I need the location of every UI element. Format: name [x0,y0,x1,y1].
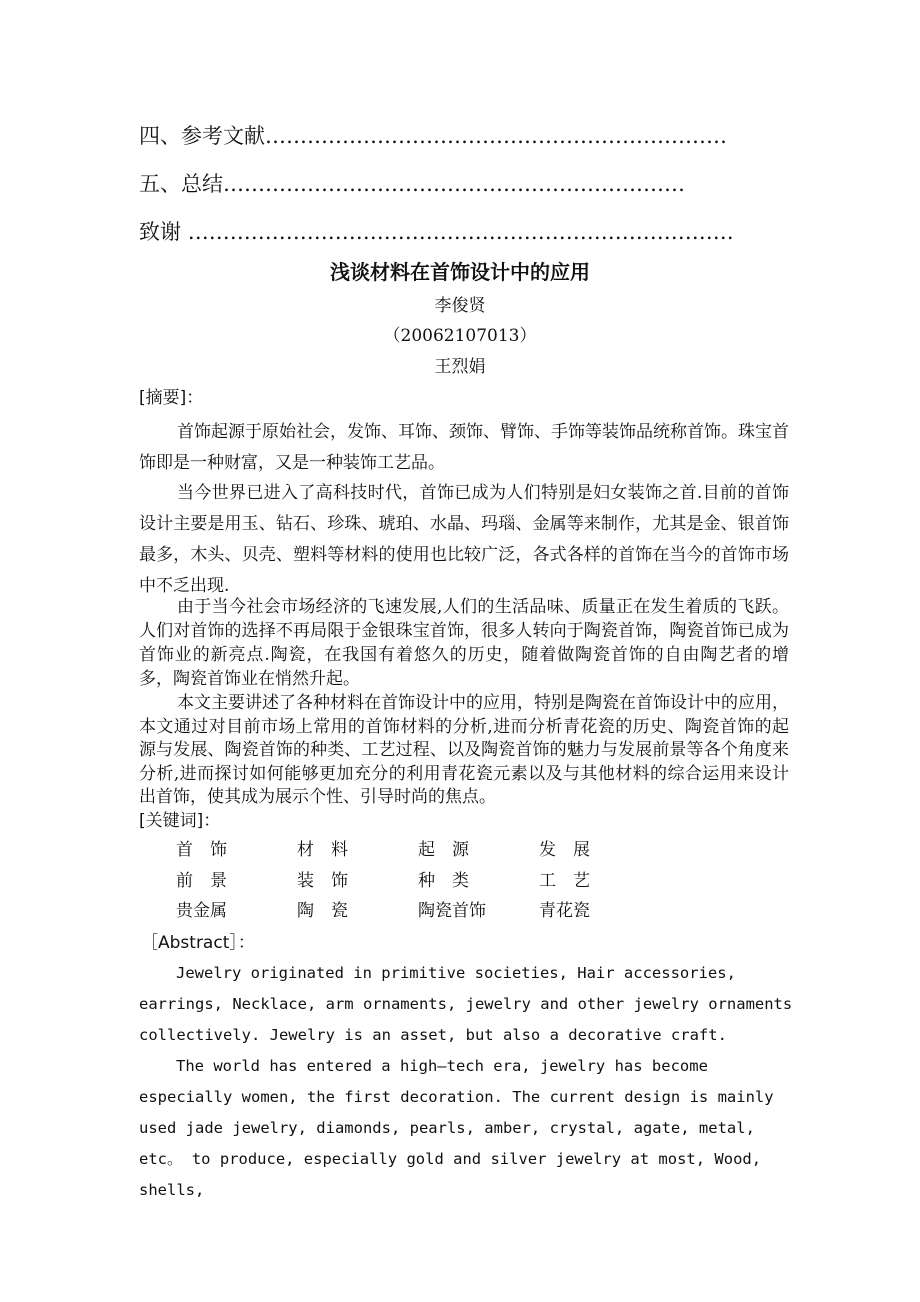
author-name: 李俊贤 [434,296,486,316]
keywords-label: [关键词]： [139,811,221,831]
keyword: 发 展 [539,840,590,860]
toc-leader: ………………………………………………………… [265,124,727,148]
keyword: 贵金属 [176,901,227,921]
keyword: 工 艺 [539,871,590,891]
toc-entry-summary[interactable] [139,169,685,199]
keywords-row [176,898,660,924]
keywords-row [176,837,660,863]
abstract-label: [摘要]： [139,388,204,408]
toc-leader: …………………………………………………………………… [187,220,734,244]
abstract-en-label: ［Abstract］： [141,933,255,953]
toc-label: 四、参考文献 [139,124,265,148]
abstract-paragraph: 首饰起源于原始社会，发饰、耳饰、颈饰、臂饰、手饰等装饰品统称首饰。珠宝首饰即是一种财富，又是一种装饰工艺品。 [139,422,789,473]
keyword: 首 饰 [176,840,227,860]
keywords-row [176,868,660,894]
keyword: 前 景 [176,871,227,891]
article-title: 浅谈材料在首饰设计中的应用 [330,260,590,284]
toc-label: 五、总结 [139,172,223,196]
toc-entry-references[interactable] [139,121,727,151]
keyword: 种 类 [418,871,469,891]
toc-entry-acknowledgements[interactable] [139,217,734,247]
advisor-name: 王烈娟 [434,357,486,377]
keyword: 装 饰 [297,871,348,891]
abstract-en-paragraph: Jewelry originated in primitive societies, Hair accessories, earrings, Necklace, arm ornaments, jewelry and other jewelry ornaments collectively. Jewelry is an asset, but also a decorative craft. [139,964,793,1044]
student-id: （20062107013） [383,326,537,346]
keyword: 起 源 [418,840,469,860]
toc-leader: ………………………………………………………… [223,172,685,196]
keyword: 陶 瓷 [297,901,348,921]
keyword: 材 料 [297,840,348,860]
toc-label: 致谢 [139,220,188,244]
keyword: 陶瓷首饰 [418,901,486,921]
abstract-paragraph: 由于当今社会市场经济的飞速发展,人们的生活品味、质量正在发生着质的飞跃。人们对首饰的选择不再局限于金银珠宝首饰，很多人转向于陶瓷首饰，陶瓷首饰已成为首饰业的新亮点.陶瓷，在我国有着悠久的历史，随着做陶瓷首饰的自由陶艺者的增多，陶瓷首饰业在悄然升起。 [139,597,789,689]
abstract-paragraph: 本文主要讲述了各种材料在首饰设计中的应用，特别是陶瓷在首饰设计中的应用，本文通过对目前市场上常用的首饰材料的分析,进而分析青花瓷的历史、陶瓷首饰的起源与发展、陶瓷首饰的种类、工艺过程、以及陶瓷首饰的魅力与发展前景等各个角度来分析,进而探讨如何能够更加充分的利用青花瓷元素以及与其他材料的综合运用来设计出首饰，使其成为展示个性、引导时尚的焦点。 [139,693,789,807]
abstract-paragraph: 当今世界已进入了高科技时代，首饰已成为人们特别是妇女装饰之首.目前的首饰设计主要是用玉、钻石、珍珠、琥珀、水晶、玛瑙、金属等来制作，尤其是金、银首饰最多，木头、贝壳、塑料等材料的使用也比较广泛，各式各样的首饰在当今的首饰市场中不乏出现. [139,483,789,596]
abstract-en-paragraph: The world has entered a high—tech era, jewelry has become especially women, the first decoration. The current design is mainly used jade jewelry, diamonds, pearls, amber, crystal, agate, metal, etc。 to produce, especially gold and silver jewelry at most, Wood, shells, [139,1057,774,1199]
keyword: 青花瓷 [539,901,590,921]
